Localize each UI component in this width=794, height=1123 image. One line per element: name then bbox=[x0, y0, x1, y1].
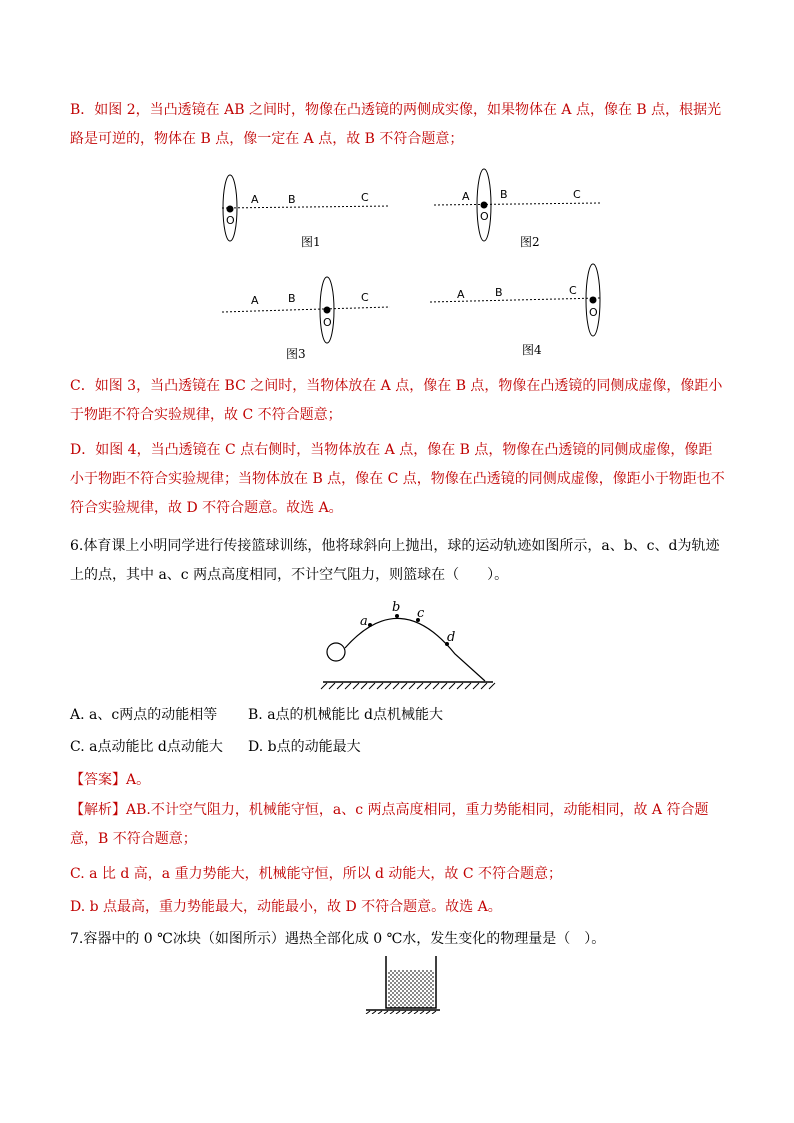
analysis-tag: 【解析】 bbox=[70, 802, 126, 818]
fig3-caption: 图3 bbox=[286, 347, 306, 361]
option-b: B. a点的机械能比 d点机械能大 bbox=[248, 707, 443, 723]
ice-container-figure bbox=[360, 952, 440, 1014]
fig1-label-o: O bbox=[226, 214, 235, 227]
fig2-label-a: A bbox=[462, 190, 470, 203]
ice-block bbox=[388, 970, 434, 1008]
option-c: C. a点动能比 d点动能大 bbox=[70, 739, 223, 755]
analysis-2: C. a 比 d 高，a 重力势能大，机械能守恒，所以 d 动能大，故 C 不符合题意； bbox=[70, 866, 563, 882]
fig3-label-c: C bbox=[361, 291, 369, 304]
explanation-d: D．如图 4，当凸透镜在 C 点右侧时，当物体放在 A 点，像在 B 点，物像在凸透镜的同侧成虚像，像距小于物距不符合实验规律；当物体放在 B 点，像在 C 点，物像在凸透镜的同侧成虚像，像距小于物距也不符合实验规律，故 D 不符合题意。故选 A。 bbox=[70, 442, 725, 516]
lens-figures bbox=[200, 168, 620, 368]
point-a-label: a bbox=[360, 614, 368, 629]
explanation-b: B．如图 2，当凸透镜在 AB 之间时，物像在凸透镜的两侧成实像，如果物体在 A 点，像在 B 点，根据光路是可逆的，物体在 B 点，像一定在 A 点，故 B 不符合题意； bbox=[70, 102, 722, 147]
answer: 【答案】A。 bbox=[70, 772, 151, 788]
q6-options-row-2 bbox=[70, 732, 361, 762]
fig1-caption: 图1 bbox=[301, 235, 321, 249]
fig4-caption: 图4 bbox=[522, 343, 542, 357]
fig4-label-a: A bbox=[457, 288, 465, 301]
ball-trajectory-figure bbox=[315, 598, 505, 690]
fig1-label-a: A bbox=[251, 193, 259, 206]
fig2-label-o: O bbox=[480, 210, 489, 223]
fig2-label-b: B bbox=[500, 188, 508, 201]
q6-options-row-1 bbox=[70, 700, 443, 730]
fig3-label-a: A bbox=[251, 294, 259, 307]
fig1-label-c: C bbox=[361, 191, 369, 204]
fig4-label-o: O bbox=[589, 306, 598, 319]
fig3-label-b: B bbox=[288, 292, 296, 305]
analysis-3: D. b 点最高，重力势能最大，动能最小，故 D 不符合题意。故选 A。 bbox=[70, 899, 502, 915]
fig4-label-c: C bbox=[569, 284, 577, 297]
point-b-label: b bbox=[392, 600, 401, 615]
lens-figure-1 bbox=[222, 175, 390, 249]
point-c-label: c bbox=[417, 606, 425, 621]
fig3-label-o: O bbox=[323, 316, 332, 329]
analysis-1 bbox=[70, 796, 726, 854]
option-d: D. b点的动能最大 bbox=[248, 739, 361, 755]
ball-icon bbox=[327, 643, 345, 661]
fig4-label-b: B bbox=[495, 286, 503, 299]
analysis-1-text: AB.不计空气阻力，机械能守恒，a、c 两点高度相同，重力势能相同，动能相同，故 A 符合题意，B 不符合题意； bbox=[70, 802, 709, 847]
lens-figure-4 bbox=[430, 264, 600, 357]
explanation-c: C．如图 3，当凸透镜在 BC 之间时，当物体放在 A 点，像在 B 点，物像在凸透镜的同侧成虚像，像距小于物距不符合实验规律，故 C 不符合题意； bbox=[70, 378, 723, 423]
point-d-label: d bbox=[447, 630, 456, 645]
fig1-label-b: B bbox=[288, 193, 296, 206]
option-a: A. a、c两点的动能相等 bbox=[70, 707, 218, 723]
lens-figure-2 bbox=[434, 169, 600, 249]
lens-figure-3 bbox=[222, 277, 390, 361]
question-6: 6.体育课上小明同学进行传接篮球训练，他将球斜向上抛出，球的运动轨迹如图所示，a、b、c、d为轨迹上的点，其中 a、c 两点高度相同，不计空气阻力，则篮球在（ ）。 bbox=[70, 538, 720, 583]
fig2-caption: 图2 bbox=[520, 235, 540, 249]
question-7: 7.容器中的 0 ℃冰块（如图所示）遇热全部化成 0 ℃水，发生变化的物理量是（ ）。 bbox=[70, 931, 606, 947]
fig2-label-c: C bbox=[573, 188, 581, 201]
